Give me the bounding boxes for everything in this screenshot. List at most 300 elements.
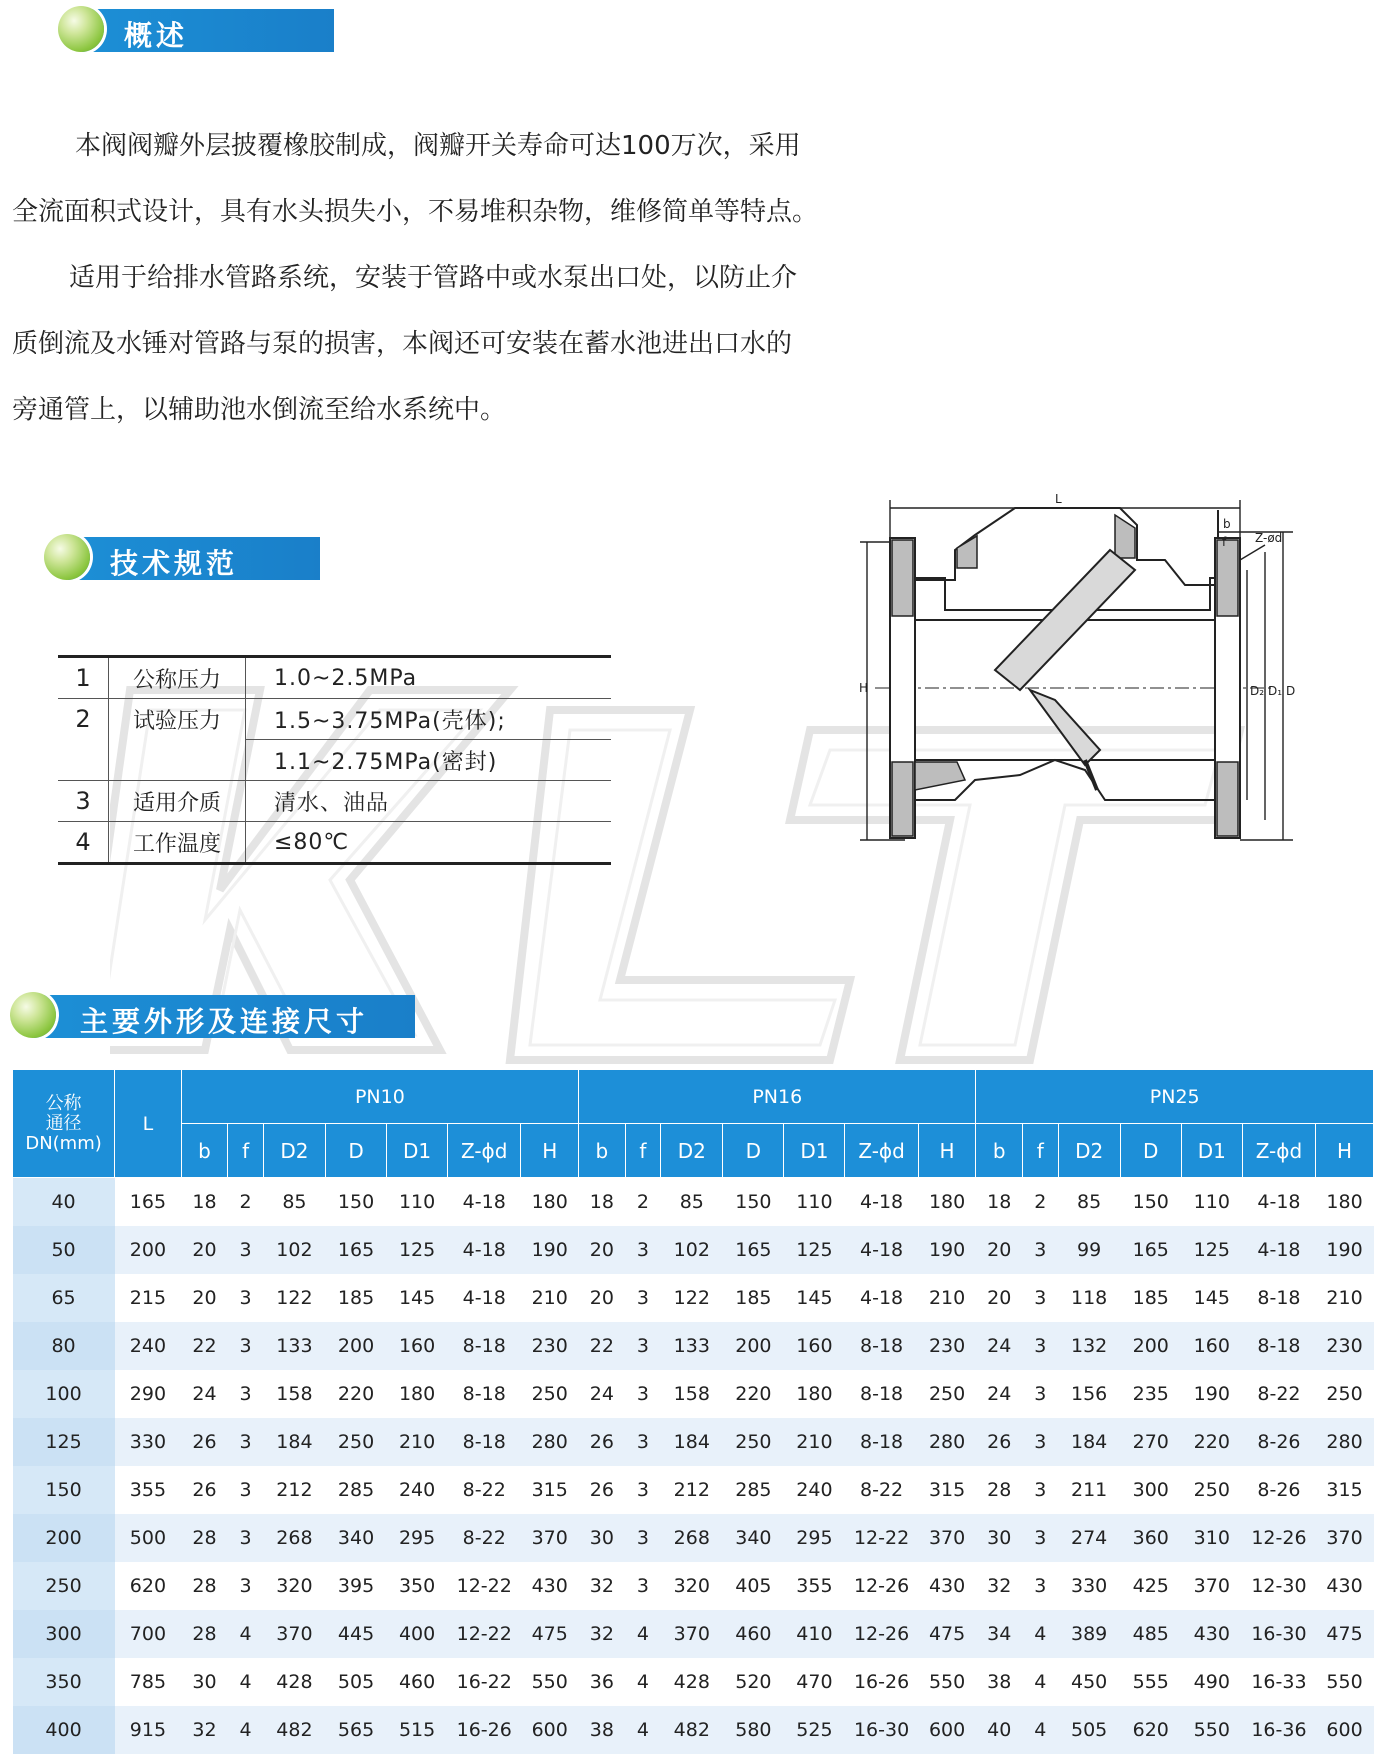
dim-label-H: H (859, 681, 869, 695)
table-cell: 4-18 (845, 1274, 918, 1322)
dn-cell: 65 (13, 1274, 115, 1322)
header-dn-line: DN(mm) (25, 1132, 102, 1154)
table-cell: 505 (1058, 1706, 1120, 1754)
table-cell: 295 (784, 1514, 845, 1562)
sub-header-cell: H (521, 1124, 579, 1178)
table-cell: 3 (1023, 1418, 1059, 1466)
spec-no: 2 (58, 699, 109, 740)
table-cell: 24 (579, 1370, 626, 1418)
table-cell: 190 (918, 1226, 976, 1274)
overview-line: 旁通管上，以辅助池水倒流至给水系统中。 (12, 395, 507, 425)
table-cell: 389 (1058, 1610, 1120, 1658)
table-cell: 184 (661, 1418, 723, 1466)
table-cell: 30 (579, 1514, 626, 1562)
table-cell: 280 (521, 1418, 579, 1466)
table-cell: 4 (625, 1658, 661, 1706)
section-header-dimensions (10, 992, 415, 1040)
table-cell: 210 (387, 1418, 448, 1466)
table-row (13, 1370, 1374, 1418)
table-cell: 600 (521, 1706, 579, 1754)
table-cell: 4 (228, 1658, 264, 1706)
table-cell: 470 (784, 1658, 845, 1706)
table-cell: 8-18 (448, 1370, 521, 1418)
sub-header-cell: f (228, 1124, 264, 1178)
table-cell: 40 (976, 1706, 1023, 1754)
table-cell: 4-18 (845, 1226, 918, 1274)
table-cell: 24 (181, 1370, 228, 1418)
table-cell: 102 (661, 1226, 723, 1274)
table-cell: 3 (228, 1322, 264, 1370)
table-row (13, 1226, 1374, 1274)
table-cell: 145 (784, 1274, 845, 1322)
table-cell: 165 (1120, 1226, 1181, 1274)
table-cell: 490 (1181, 1658, 1242, 1706)
spec-value: 1.5~3.75MPa(壳体); (246, 699, 612, 740)
table-cell: 165 (115, 1178, 182, 1227)
table-cell: 445 (326, 1610, 387, 1658)
table-cell: 310 (1181, 1514, 1242, 1562)
header-dn (13, 1070, 115, 1178)
table-cell: 3 (1023, 1226, 1059, 1274)
table-cell: 3 (625, 1322, 661, 1370)
table-cell: 3 (1023, 1562, 1059, 1610)
table-cell: 24 (976, 1322, 1023, 1370)
sub-header-cell: b (579, 1124, 626, 1178)
table-cell: 133 (661, 1322, 723, 1370)
table-cell: 32 (579, 1610, 626, 1658)
table-cell: 190 (1181, 1370, 1242, 1418)
table-cell: 8-18 (845, 1370, 918, 1418)
table-cell: 8-22 (1242, 1370, 1315, 1418)
table-cell: 28 (181, 1562, 228, 1610)
table-cell: 520 (723, 1658, 784, 1706)
table-cell: 620 (1120, 1706, 1181, 1754)
table-cell: 85 (661, 1178, 723, 1227)
table-cell: 185 (326, 1274, 387, 1322)
table-cell: 330 (115, 1418, 182, 1466)
table-cell: 4 (1023, 1706, 1059, 1754)
table-cell: 268 (661, 1514, 723, 1562)
table-cell: 180 (1316, 1178, 1374, 1227)
table-cell: 12-26 (845, 1610, 918, 1658)
table-cell: 315 (1316, 1466, 1374, 1514)
table-cell: 3 (1023, 1370, 1059, 1418)
header-pn10: PN10 (181, 1070, 578, 1124)
dim-label-zd: Z-ød (1255, 531, 1283, 545)
table-cell: 550 (1181, 1706, 1242, 1754)
dn-cell: 150 (13, 1466, 115, 1514)
table-cell: 4-18 (448, 1226, 521, 1274)
table-row (13, 1514, 1374, 1562)
table-cell: 475 (521, 1610, 579, 1658)
table-cell: 580 (723, 1706, 784, 1754)
overview-line: 全流面积式设计，具有水头损失小，不易堆积杂物，维修简单等特点。 (12, 197, 819, 227)
table-cell: 235 (1120, 1370, 1181, 1418)
dn-cell: 250 (13, 1562, 115, 1610)
table-cell: 20 (976, 1274, 1023, 1322)
table-cell: 158 (661, 1370, 723, 1418)
table-cell: 3 (625, 1466, 661, 1514)
table-cell: 485 (1120, 1610, 1181, 1658)
dim-label-D: D (1286, 684, 1296, 698)
table-cell: 16-22 (448, 1658, 521, 1706)
section-title: 技术规范 (110, 547, 239, 580)
table-cell: 555 (1120, 1658, 1181, 1706)
table-cell: 16-30 (845, 1706, 918, 1754)
table-cell: 3 (228, 1562, 264, 1610)
table-cell: 320 (661, 1562, 723, 1610)
table-row (13, 1178, 1374, 1227)
table-cell: 8-18 (1242, 1322, 1315, 1370)
dn-cell: 50 (13, 1226, 115, 1274)
table-cell: 160 (784, 1322, 845, 1370)
table-cell: 405 (723, 1562, 784, 1610)
table-cell: 12-22 (448, 1610, 521, 1658)
table-cell: 350 (387, 1562, 448, 1610)
table-cell: 12-30 (1242, 1562, 1315, 1610)
table-cell: 250 (326, 1418, 387, 1466)
table-cell: 184 (263, 1418, 325, 1466)
table-cell: 18 (181, 1178, 228, 1227)
table-cell: 212 (263, 1466, 325, 1514)
table-cell: 290 (115, 1370, 182, 1418)
table-cell: 515 (387, 1706, 448, 1754)
table-cell: 110 (387, 1178, 448, 1227)
table-cell: 180 (387, 1370, 448, 1418)
table-cell: 200 (1120, 1322, 1181, 1370)
table-cell: 410 (784, 1610, 845, 1658)
sub-header-cell: D1 (1181, 1124, 1242, 1178)
table-cell: 3 (228, 1274, 264, 1322)
table-cell: 32 (976, 1562, 1023, 1610)
dim-label-D2: D₂ (1250, 684, 1265, 698)
dn-cell: 300 (13, 1610, 115, 1658)
table-cell: 250 (723, 1418, 784, 1466)
table-cell: 212 (661, 1466, 723, 1514)
table-cell: 3 (1023, 1274, 1059, 1322)
table-cell: 28 (181, 1514, 228, 1562)
table-cell: 200 (326, 1322, 387, 1370)
dn-cell: 200 (13, 1514, 115, 1562)
spec-no: 4 (58, 822, 109, 864)
table-cell: 132 (1058, 1322, 1120, 1370)
table-cell: 600 (918, 1706, 976, 1754)
table-cell: 158 (263, 1370, 325, 1418)
table-cell: 500 (115, 1514, 182, 1562)
sub-header-cell: f (625, 1124, 661, 1178)
table-cell: 430 (1181, 1610, 1242, 1658)
table-cell: 156 (1058, 1370, 1120, 1418)
section-title: 主要外形及连接尺寸 (80, 1005, 369, 1038)
table-cell: 8-22 (845, 1466, 918, 1514)
table-cell: 2 (625, 1178, 661, 1227)
table-cell: 460 (387, 1658, 448, 1706)
table-cell: 20 (181, 1274, 228, 1322)
table-cell: 4 (1023, 1658, 1059, 1706)
green-ball-icon (10, 992, 56, 1038)
table-cell: 360 (1120, 1514, 1181, 1562)
overview-line: 质倒流及水锤对管路与泵的损害，本阀还可安装在蓄水池进出口水的 (12, 329, 793, 359)
table-cell: 30 (976, 1514, 1023, 1562)
green-ball-icon (58, 6, 104, 52)
sub-header-cell: b (181, 1124, 228, 1178)
table-cell: 210 (1316, 1274, 1374, 1322)
sub-header-cell: D1 (387, 1124, 448, 1178)
table-cell: 210 (918, 1274, 976, 1322)
table-cell: 122 (263, 1274, 325, 1322)
table-cell: 180 (784, 1370, 845, 1418)
table-cell: 26 (579, 1466, 626, 1514)
header-l: L (115, 1070, 182, 1178)
dimensions-table (12, 1069, 1374, 1754)
sub-header-cell: D (723, 1124, 784, 1178)
sub-header-cell: D2 (1058, 1124, 1120, 1178)
table-cell: 12-26 (1242, 1514, 1315, 1562)
table-cell: 30 (181, 1658, 228, 1706)
table-row (13, 1418, 1374, 1466)
table-cell: 220 (723, 1370, 784, 1418)
table-cell: 2 (228, 1178, 264, 1227)
table-cell: 12-22 (448, 1562, 521, 1610)
spec-value: ≤80℃ (246, 822, 612, 864)
table-cell: 250 (521, 1370, 579, 1418)
dn-cell: 40 (13, 1178, 115, 1227)
table-cell: 4-18 (1242, 1178, 1315, 1227)
table-cell: 250 (1316, 1370, 1374, 1418)
table-cell: 22 (181, 1322, 228, 1370)
table-cell: 505 (326, 1658, 387, 1706)
green-ball-icon (44, 534, 90, 580)
table-cell: 210 (784, 1418, 845, 1466)
table-cell: 150 (1120, 1178, 1181, 1227)
dn-cell: 100 (13, 1370, 115, 1418)
sub-header-cell: Z-ϕd (448, 1124, 521, 1178)
table-cell: 99 (1058, 1226, 1120, 1274)
table-cell: 460 (723, 1610, 784, 1658)
table-cell: 475 (918, 1610, 976, 1658)
table-cell: 34 (976, 1610, 1023, 1658)
table-cell: 85 (1058, 1178, 1120, 1227)
spec-table (58, 655, 611, 865)
table-row (13, 1706, 1374, 1754)
table-cell: 915 (115, 1706, 182, 1754)
table-cell: 165 (723, 1226, 784, 1274)
table-cell: 8-22 (448, 1466, 521, 1514)
table-cell: 220 (1181, 1418, 1242, 1466)
dim-label-D1: D₁ (1268, 684, 1283, 698)
overview-text (12, 113, 912, 443)
table-cell: 8-18 (845, 1418, 918, 1466)
table-cell: 525 (784, 1706, 845, 1754)
table-cell: 355 (784, 1562, 845, 1610)
table-cell: 3 (228, 1226, 264, 1274)
table-cell: 180 (918, 1178, 976, 1227)
table-cell: 8-26 (1242, 1418, 1315, 1466)
table-cell: 16-36 (1242, 1706, 1315, 1754)
table-cell: 280 (1316, 1418, 1374, 1466)
table-cell: 3 (625, 1370, 661, 1418)
spec-value: 1.1~2.75MPa(密封) (246, 740, 612, 781)
table-cell: 250 (1181, 1466, 1242, 1514)
table-cell: 28 (976, 1466, 1023, 1514)
section-header-overview (58, 6, 334, 54)
table-cell: 428 (661, 1658, 723, 1706)
table-cell: 16-33 (1242, 1658, 1315, 1706)
overview-line: 适用于给排水管路系统，安装于管路中或水泵出口处，以防止介 (69, 263, 798, 293)
spec-row (58, 740, 611, 781)
table-cell: 185 (1120, 1274, 1181, 1322)
table-cell: 240 (115, 1322, 182, 1370)
table-cell: 475 (1316, 1610, 1374, 1658)
table-cell: 268 (263, 1514, 325, 1562)
table-cell: 274 (1058, 1514, 1120, 1562)
table-cell: 38 (976, 1658, 1023, 1706)
table-cell: 285 (326, 1466, 387, 1514)
header-dn-line: 公称 (45, 1092, 82, 1114)
spec-name: 公称压力 (109, 657, 246, 699)
table-row (13, 1274, 1374, 1322)
sub-header-cell: D2 (263, 1124, 325, 1178)
table-cell: 4-18 (448, 1274, 521, 1322)
dim-label-f: f (1222, 535, 1227, 549)
table-cell: 8-18 (1242, 1274, 1315, 1322)
valve-cross-section-drawing (845, 490, 1315, 870)
table-cell: 8-18 (845, 1322, 918, 1370)
table-cell: 210 (521, 1274, 579, 1322)
table-cell: 395 (326, 1562, 387, 1610)
table-cell: 300 (1120, 1466, 1181, 1514)
table-cell: 215 (115, 1274, 182, 1322)
table-cell: 26 (181, 1418, 228, 1466)
table-cell: 32 (579, 1562, 626, 1610)
table-cell: 370 (263, 1610, 325, 1658)
table-cell: 285 (723, 1466, 784, 1514)
table-cell: 12-26 (845, 1562, 918, 1610)
spec-name: 适用介质 (109, 781, 246, 822)
table-cell: 16-30 (1242, 1610, 1315, 1658)
table-cell: 425 (1120, 1562, 1181, 1610)
spec-no: 1 (58, 657, 109, 699)
table-cell: 550 (1316, 1658, 1374, 1706)
table-cell: 340 (326, 1514, 387, 1562)
table-cell: 315 (918, 1466, 976, 1514)
table-cell: 620 (115, 1562, 182, 1610)
table-cell: 145 (387, 1274, 448, 1322)
table-row (13, 1610, 1374, 1658)
table-cell: 110 (784, 1178, 845, 1227)
sub-header-cell: D (1120, 1124, 1181, 1178)
dn-cell: 400 (13, 1706, 115, 1754)
table-cell: 295 (387, 1514, 448, 1562)
table-cell: 28 (181, 1610, 228, 1658)
table-cell: 250 (918, 1370, 976, 1418)
table-cell: 430 (521, 1562, 579, 1610)
table-cell: 190 (521, 1226, 579, 1274)
table-cell: 355 (115, 1466, 182, 1514)
table-cell: 370 (521, 1514, 579, 1562)
table-cell: 26 (181, 1466, 228, 1514)
table-cell: 370 (1316, 1514, 1374, 1562)
table-cell: 200 (723, 1322, 784, 1370)
table-cell: 4 (1023, 1610, 1059, 1658)
table-cell: 160 (387, 1322, 448, 1370)
table-cell: 4 (228, 1610, 264, 1658)
table-cell: 482 (661, 1706, 723, 1754)
table-cell: 20 (181, 1226, 228, 1274)
table-cell: 36 (579, 1658, 626, 1706)
table-cell: 450 (1058, 1658, 1120, 1706)
table-cell: 133 (263, 1322, 325, 1370)
table-cell: 12-22 (845, 1514, 918, 1562)
table-cell: 125 (1181, 1226, 1242, 1274)
table-row (13, 1466, 1374, 1514)
table-cell: 3 (228, 1514, 264, 1562)
table-cell: 482 (263, 1706, 325, 1754)
table-cell: 4 (625, 1706, 661, 1754)
table-cell: 200 (115, 1226, 182, 1274)
table-cell: 118 (1058, 1274, 1120, 1322)
sub-header-cell: H (918, 1124, 976, 1178)
dim-label-L: L (1055, 492, 1062, 506)
header-dn-line: 通径 (45, 1112, 82, 1134)
table-cell: 16-26 (448, 1706, 521, 1754)
table-cell: 4-18 (1242, 1226, 1315, 1274)
table-cell: 4-18 (845, 1178, 918, 1227)
dn-cell: 125 (13, 1418, 115, 1466)
table-cell: 3 (625, 1418, 661, 1466)
sub-header-row (13, 1124, 1374, 1178)
table-cell: 550 (918, 1658, 976, 1706)
table-cell: 184 (1058, 1418, 1120, 1466)
spec-name: 工作温度 (109, 822, 246, 864)
table-cell: 2 (1023, 1178, 1059, 1227)
table-cell: 3 (625, 1226, 661, 1274)
table-cell: 8-18 (448, 1322, 521, 1370)
table-cell: 38 (579, 1706, 626, 1754)
table-cell: 150 (723, 1178, 784, 1227)
table-cell: 85 (263, 1178, 325, 1227)
table-cell: 110 (1181, 1178, 1242, 1227)
table-cell: 270 (1120, 1418, 1181, 1466)
table-cell: 125 (387, 1226, 448, 1274)
spec-row (58, 699, 611, 740)
table-cell: 32 (181, 1706, 228, 1754)
table-cell: 3 (1023, 1322, 1059, 1370)
section-header-spec (44, 534, 320, 582)
table-cell: 370 (661, 1610, 723, 1658)
table-cell: 230 (918, 1322, 976, 1370)
table-cell: 230 (521, 1322, 579, 1370)
table-cell: 8-26 (1242, 1466, 1315, 1514)
table-cell: 125 (784, 1226, 845, 1274)
table-cell: 160 (1181, 1322, 1242, 1370)
spec-value: 清水、油品 (246, 781, 612, 822)
table-cell: 20 (976, 1226, 1023, 1274)
sub-header-cell: Z-ϕd (1242, 1124, 1315, 1178)
table-cell: 102 (263, 1226, 325, 1274)
table-cell: 211 (1058, 1466, 1120, 1514)
table-cell: 428 (263, 1658, 325, 1706)
table-cell: 24 (976, 1370, 1023, 1418)
sub-header-cell: H (1316, 1124, 1374, 1178)
sub-header-cell: D (326, 1124, 387, 1178)
overview-line: 本阀阀瓣外层披覆橡胶制成，阀瓣开关寿命可达100万次，采用 (75, 131, 801, 161)
dim-label-b: b (1223, 517, 1231, 531)
table-cell: 26 (976, 1418, 1023, 1466)
table-row (13, 1658, 1374, 1706)
table-cell: 230 (1316, 1322, 1374, 1370)
table-cell: 400 (387, 1610, 448, 1658)
